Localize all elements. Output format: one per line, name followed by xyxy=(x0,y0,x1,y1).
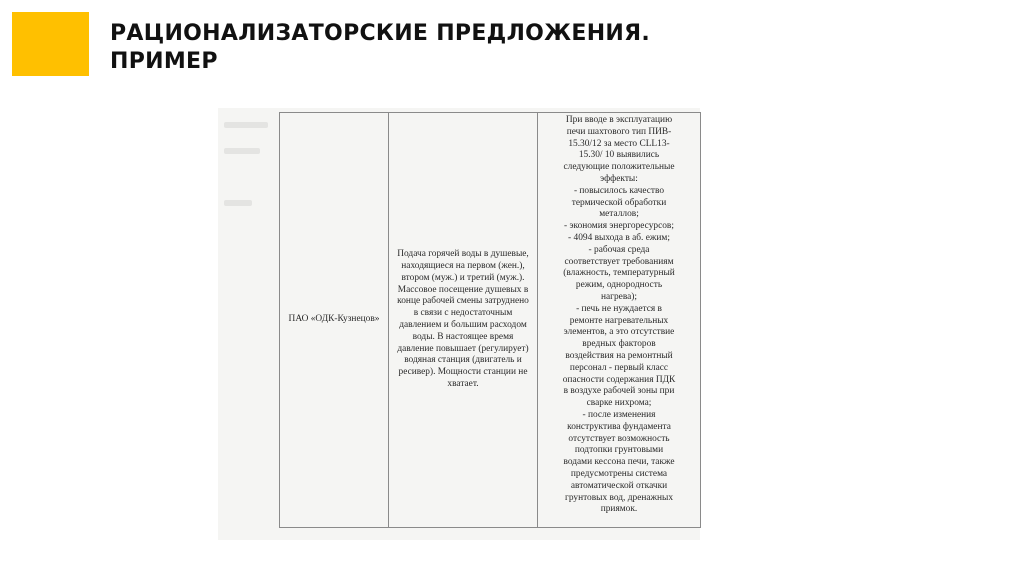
effect-text-line: персонал - первый класс xyxy=(569,362,669,373)
effect-text-line: соответствует требованиям xyxy=(564,256,674,267)
slide-title-line-1: РАЦИОНАЛИЗАТОРСКИЕ ПРЕДЛОЖЕНИЯ. xyxy=(110,21,651,46)
problem-text-line: находящиеся на первом (жен.), xyxy=(401,261,525,272)
problem-text-line: Массовое посещение душевых в xyxy=(397,284,529,295)
problem-text-line: в связи с недостаточным xyxy=(413,308,513,319)
effect-text-line: металлов; xyxy=(599,209,639,220)
effect-text-line: приямок. xyxy=(600,504,638,515)
effect-text-line: следующие положительные xyxy=(563,162,675,173)
effect-text-line: предусмотрены система xyxy=(570,468,668,479)
company-cell xyxy=(280,113,389,528)
problem-text-line: давление повышает (регулирует) xyxy=(397,343,529,354)
effect-text-line: - повысилось качество xyxy=(573,185,665,196)
effect-text-line: 15.30/12 за место CLL13- xyxy=(568,138,670,149)
accent-square xyxy=(12,12,89,76)
effect-text-line: в воздухе рабочей зоны при xyxy=(563,386,675,397)
effect-text-line: подтопки грунтовыми xyxy=(574,445,664,456)
faded-text-fragment xyxy=(224,122,268,128)
effect-text-line: автоматической откачки xyxy=(570,480,668,491)
problem-cell xyxy=(389,113,538,528)
problem-text-line: воды. В настоящее время xyxy=(412,331,514,342)
table-row xyxy=(280,113,701,528)
effect-text-line: воздействия на ремонтный xyxy=(565,350,673,361)
effect-text-line: водами кессона печи, также xyxy=(563,457,675,468)
effect-text-line: - рабочая среда xyxy=(588,244,650,255)
problem-text-line: конце рабочей смены затруднено xyxy=(397,296,529,307)
problem-text-line: давлением и большим расходом xyxy=(399,320,527,330)
problem-text-line: ресивер). Мощности станции не xyxy=(398,367,528,378)
effect-text-line: вредных факторов xyxy=(582,339,656,350)
effect-text-line: 15.30/ 10 выявились xyxy=(578,150,660,161)
effect-text-line: конструктива фундамента xyxy=(567,421,671,432)
effect-text-line: эффекты: xyxy=(600,173,638,184)
effect-text-line: - экономия энергоресурсов; xyxy=(564,221,674,232)
effect-text-line: печи шахтового тип ПИВ- xyxy=(566,126,672,137)
effect-text-line: термической обработки xyxy=(571,197,667,208)
effect-text-line: сварке нихрома; xyxy=(586,398,652,409)
slide-title-line-2: ПРИМЕР xyxy=(110,49,218,74)
effect-text-line: ремонте нагревательных xyxy=(569,315,669,326)
company-name: ПАО «ОДК-Кузнецов» xyxy=(288,314,380,325)
effect-text-line: - 4094 выхода в аб. ежим; xyxy=(568,232,670,243)
effect-text-line: При вводе в эксплуатацию xyxy=(565,115,673,125)
slide-title xyxy=(110,20,650,76)
faded-text-fragment xyxy=(224,148,260,154)
effect-text-line: нагрева); xyxy=(600,291,638,302)
effect-description xyxy=(538,113,700,516)
effect-text-line: грунтовых вод, дренажных xyxy=(564,492,674,503)
problem-text-line: втором (муж.) и третий (муж.). xyxy=(401,272,525,283)
effect-text-line: - после изменения xyxy=(582,409,656,420)
effect-text-line: - печь не нуждается в xyxy=(576,303,662,314)
effect-text-line: элементов, а это отсутствие xyxy=(563,327,675,338)
effect-cell xyxy=(538,113,701,528)
problem-text-line: водяная станция (двигатель и xyxy=(404,355,522,366)
effect-text-line: (влажность, температурный xyxy=(563,268,675,279)
proposal-table xyxy=(279,112,701,528)
problem-text-line: Подача горячей воды в душевые, xyxy=(397,249,529,260)
problem-description xyxy=(389,249,537,391)
faded-text-fragment xyxy=(224,200,252,206)
effect-text-line: режим, однородность xyxy=(575,280,663,291)
effect-text-line: опасности содержания ПДК xyxy=(562,374,676,385)
problem-text-line: хватает. xyxy=(447,378,479,389)
effect-text-line: отсутствует возможность xyxy=(568,433,670,444)
